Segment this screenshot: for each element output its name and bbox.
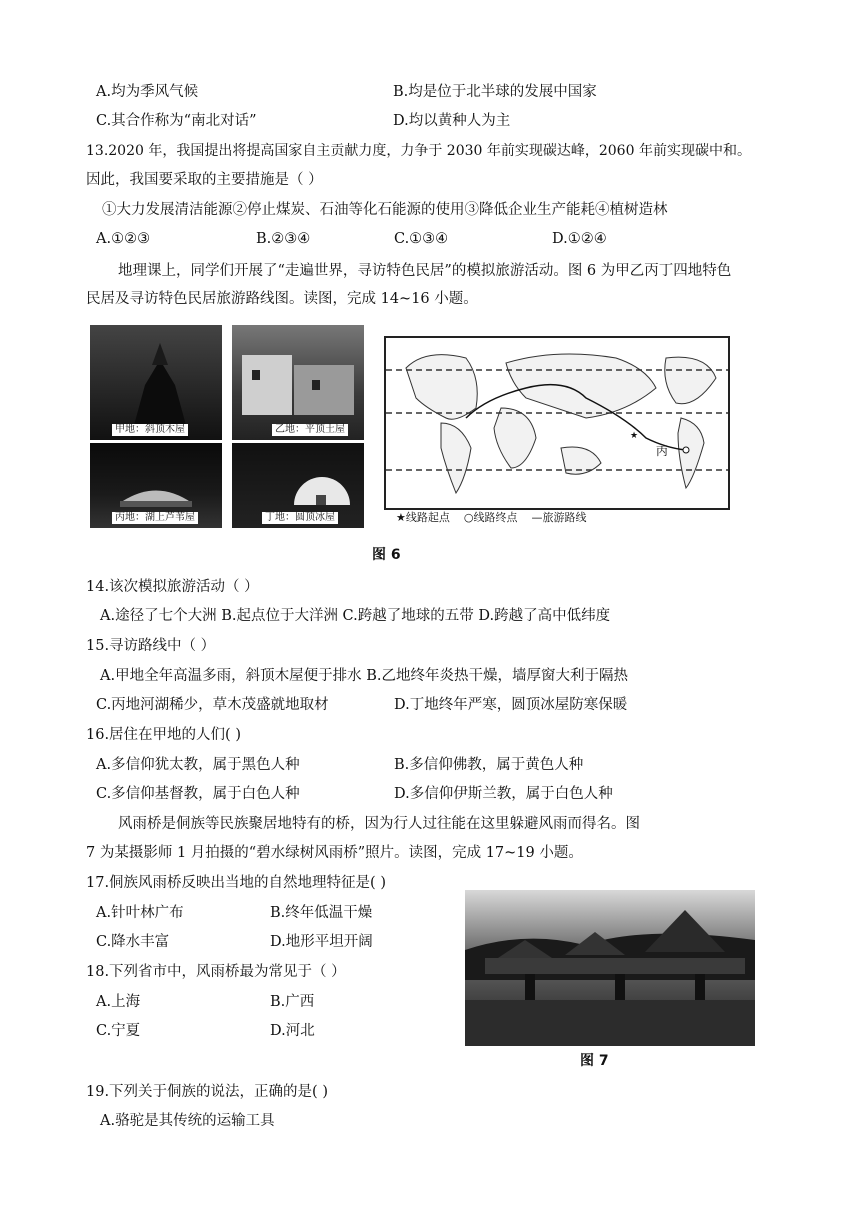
legend-route: —旅游路线 bbox=[531, 511, 587, 524]
map-label-bing: 丙 bbox=[656, 444, 669, 458]
bridge-icon bbox=[465, 890, 755, 1046]
figure6-title: 图 6 bbox=[372, 547, 401, 563]
star-icon: ★ bbox=[396, 511, 406, 524]
route-map bbox=[384, 336, 730, 510]
house-icon bbox=[90, 325, 222, 440]
q15-option-d: D.丁地终年严寒，圆顶冰屋防寒保暖 bbox=[394, 697, 628, 713]
q16-option-b: B.多信仰佛教，属于黄色人种 bbox=[394, 757, 584, 773]
q14-stem: 14.该次模拟旅游活动（ ） bbox=[86, 579, 259, 595]
caption-ding: 丁地：圆顶冰屋 bbox=[262, 512, 338, 524]
q13-stem-line2: 因此，我国要采取的主要措施是（ ） bbox=[86, 172, 323, 188]
q12-option-b: B.均是位于北半球的发展中国家 bbox=[393, 84, 597, 100]
q13-option-a: A.①②③ bbox=[96, 231, 151, 247]
q16-option-a: A.多信仰犹太教，属于黑色人种 bbox=[96, 757, 300, 773]
intro2-line1: 风雨桥是侗族等民族聚居地特有的桥，因为行人过往能在这里躲避风雨而得名。图 bbox=[118, 816, 640, 832]
q18-option-b: B.广西 bbox=[270, 994, 315, 1010]
q13-option-b: B.②③④ bbox=[256, 231, 311, 247]
intro1-line2: 民居及寻访特色民居旅游路线图。读图，完成 14~16 小题。 bbox=[86, 291, 478, 307]
q15-options-row1: A.甲地全年高温多雨，斜顶木屋便于排水 B.乙地终年炎热干燥，墙厚窗大利于隔热 bbox=[100, 668, 628, 684]
circle-icon: ○ bbox=[463, 511, 474, 524]
q17-option-d: D.地形平坦开阔 bbox=[270, 934, 373, 950]
q13-option-d: D.①②④ bbox=[552, 231, 607, 247]
map-legend bbox=[396, 509, 586, 525]
q18-stem: 18.下列省市中，风雨桥最为常见于（ ） bbox=[86, 964, 346, 980]
q13-stem-line1: 13.2020 年，我国提出将提高国家自主贡献力度，力争于 2030 年前实现碳达峰，2060 年前实现碳中和。 bbox=[86, 143, 751, 159]
q18-option-a: A.上海 bbox=[96, 994, 141, 1010]
photo-yi-flat-mud-house bbox=[232, 325, 364, 440]
house-icon bbox=[232, 325, 364, 440]
q14-options: A.途径了七个大洲 B.起点位于大洋洲 C.跨越了地球的五带 D.跨越了高中低纬度 bbox=[100, 608, 611, 624]
q15-stem: 15.寻访路线中（ ） bbox=[86, 638, 216, 654]
figure7-title: 图 7 bbox=[580, 1053, 609, 1069]
q17-option-a: A.针叶林广布 bbox=[96, 905, 184, 921]
q13-option-c: C.①③④ bbox=[394, 231, 449, 247]
caption-yi: 乙地：平顶土屋 bbox=[272, 424, 348, 436]
q15-option-c: C.丙地河湖稀少，草木茂盛就地取材 bbox=[96, 697, 329, 713]
q12-option-a: A.均为季风气候 bbox=[96, 84, 199, 100]
q16-stem: 16.居住在甲地的人们( ) bbox=[86, 727, 241, 743]
legend-end: ○线路终点 bbox=[463, 511, 518, 524]
photo-jia-sloped-wooden-house bbox=[90, 325, 222, 440]
q19-stem: 19.下列关于侗族的说法，正确的是( ) bbox=[86, 1084, 328, 1100]
q18-option-c: C.宁夏 bbox=[96, 1023, 141, 1039]
q12-option-c: C.其合作称为“南北对话” bbox=[96, 113, 257, 129]
photo-wind-rain-bridge bbox=[465, 890, 755, 1046]
q13-items: ①大力发展清洁能源②停止煤炭、石油等化石能源的使用③降低企业生产能耗④植树造林 bbox=[102, 202, 668, 218]
caption-bing: 丙地：湖上芦苇屋 bbox=[112, 512, 198, 524]
caption-jia: 甲地：斜顶木屋 bbox=[112, 424, 188, 436]
q17-option-b: B.终年低温干燥 bbox=[270, 905, 373, 921]
route-line-icon: — bbox=[531, 511, 543, 524]
q12-option-d: D.均以黄种人为主 bbox=[393, 113, 511, 129]
q19-option-a: A.骆驼是其传统的运输工具 bbox=[100, 1113, 275, 1129]
q16-option-c: C.多信仰基督教，属于白色人种 bbox=[96, 786, 300, 802]
q16-option-d: D.多信仰伊斯兰教，属于白色人种 bbox=[394, 786, 613, 802]
legend-start: ★线路起点 bbox=[396, 511, 450, 524]
q17-option-c: C.降水丰富 bbox=[96, 934, 170, 950]
star-icon: ★ bbox=[630, 431, 639, 441]
photo-ding-igloo bbox=[232, 443, 364, 528]
world-map bbox=[386, 338, 728, 508]
photo-bing-reed-house bbox=[90, 443, 222, 528]
q17-stem: 17.侗族风雨桥反映出当地的自然地理特征是( ) bbox=[86, 875, 386, 891]
intro1-line1: 地理课上，同学们开展了“走遍世界，寻访特色民居”的模拟旅游活动。图 6 为甲乙丙丁四地特色 bbox=[118, 263, 732, 279]
intro2-line2: 7 为某摄影师 1 月拍摄的“碧水绿树风雨桥”照片。读图，完成 17~19 小题。 bbox=[86, 845, 583, 861]
q18-option-d: D.河北 bbox=[270, 1023, 315, 1039]
